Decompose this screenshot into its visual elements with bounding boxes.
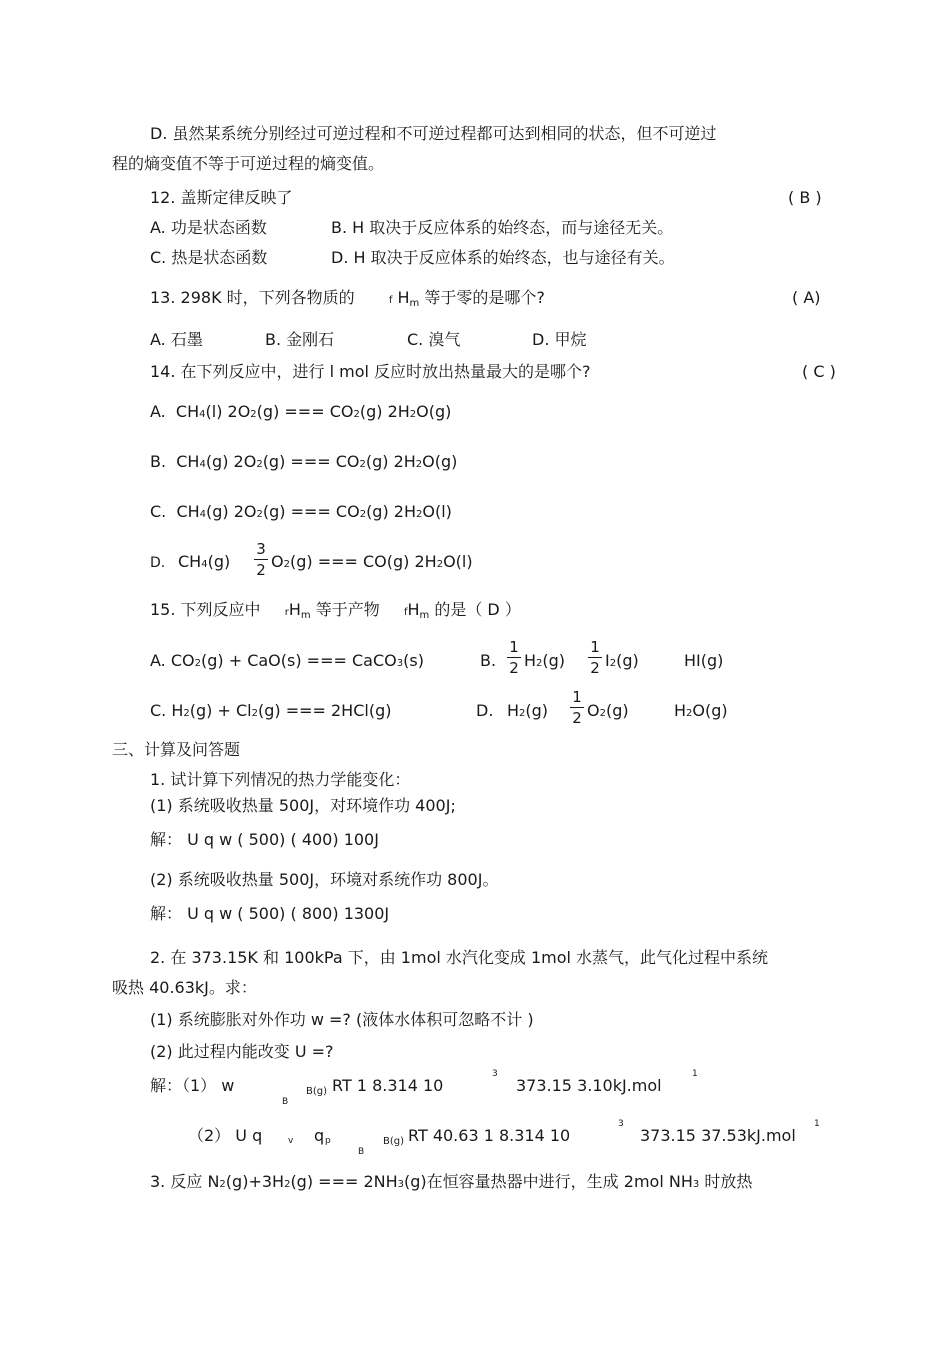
q12-option-a: A. 功是状态函数 bbox=[150, 218, 267, 237]
q14-option-d-label: D. bbox=[150, 555, 166, 571]
q13-answer: ( A) bbox=[792, 288, 821, 307]
q15-b-fraction-2: 1 2 bbox=[588, 638, 602, 677]
problem2-solution1-exp2: 1 bbox=[692, 1069, 698, 1079]
q14-answer: ( C ) bbox=[802, 362, 836, 381]
problem2-solution1-start: 解：（1） w bbox=[150, 1076, 235, 1095]
problem2-question2: (2) 此过程内能改变 U =? bbox=[150, 1042, 334, 1061]
q14-option-c: C. CH4(g) 2O2(g) === CO2(g) 2H2O(l) bbox=[150, 502, 452, 521]
problem2-solution1-bg: B(g) bbox=[306, 1086, 328, 1097]
problem2-solution2-p: p bbox=[325, 1136, 331, 1146]
q15-option-b-i2: I2(g) bbox=[605, 651, 639, 670]
q15-stem: 15. 下列反应中 rHm 等于产物 fHm 的是（ D ） bbox=[150, 600, 521, 621]
problem2-solution1-mid: RT 1 8.314 10 bbox=[332, 1076, 444, 1095]
q15-option-a: A. CO2(g) + CaO(s) === CaCO3(s) bbox=[150, 651, 424, 670]
q15-option-d-h2: H2(g) bbox=[507, 701, 549, 720]
q15-option-b-h2: H2(g) bbox=[524, 651, 566, 670]
q14-option-b: B. CH4(g) 2O2(g) === CO2(g) 2H2O(g) bbox=[150, 452, 458, 471]
problem2-solution2-q: q bbox=[314, 1126, 325, 1145]
problem1-part1-solution: 解： U q w ( 500) ( 400) 100J bbox=[150, 830, 379, 849]
q14-option-d-rest: O2(g) === CO(g) 2H2O(l) bbox=[271, 552, 473, 571]
problem2-solution2-exp2: 1 bbox=[814, 1119, 820, 1129]
q13-option-c: C. 溴气 bbox=[407, 330, 461, 349]
problem2-solution2-exp: 3 bbox=[618, 1119, 624, 1129]
problem2-line2: 吸热 40.63kJ。求： bbox=[112, 978, 257, 997]
problem1-part2: (2) 系统吸收热量 500J，环境对系统作功 800J。 bbox=[150, 870, 499, 889]
q15-d-fraction: 1 2 bbox=[570, 688, 584, 727]
q15-option-b-product: HI(g) bbox=[684, 651, 724, 670]
problem2-solution1-end: 373.15 3.10kJ.mol bbox=[516, 1076, 662, 1095]
q12-stem: 12. 盖斯定律反映了 bbox=[150, 188, 293, 207]
q12-option-c: C. 热是状态函数 bbox=[150, 248, 268, 267]
q13-option-a: A. 石墨 bbox=[150, 330, 203, 349]
q15-option-d-label: D. bbox=[476, 701, 494, 720]
problem2-solution2-mid: RT 40.63 1 8.314 10 bbox=[408, 1126, 571, 1145]
q14-option-a: A. CH4(l) 2O2(g) === CO2(g) 2H2O(g) bbox=[150, 402, 452, 421]
problem3-line1: 3. 反应 N2(g)+3H2(g) === 2NH3(g)在恒容量热器中进行，生成 2mol NH3 时放热 bbox=[150, 1172, 753, 1191]
problem2-question1: (1) 系统膨胀对外作功 w =? (液体水体积可忽略不计 ) bbox=[150, 1010, 534, 1029]
problem1-part2-solution: 解： U q w ( 500) ( 800) 1300J bbox=[150, 904, 390, 923]
problem1-part1: (1) 系统吸收热量 500J，对环境作功 400J; bbox=[150, 796, 456, 815]
q14-option-d-reactant: CH4(g) bbox=[178, 552, 231, 571]
problem2-solution2-bg: B(g) bbox=[383, 1136, 405, 1147]
problem1-stem: 1. 试计算下列情况的热力学能变化： bbox=[150, 770, 411, 789]
q15-option-d-product: H2O(g) bbox=[674, 701, 728, 720]
problem2-solution2-v: v bbox=[288, 1136, 294, 1146]
problem2-solution1-exp: 3 bbox=[492, 1069, 498, 1079]
q15-option-d-o2: O2(g) bbox=[587, 701, 629, 720]
q15-option-b-label: B. bbox=[480, 651, 497, 670]
problem2-solution2-end: 373.15 37.53kJ.mol bbox=[640, 1126, 796, 1145]
q12-answer: ( B ) bbox=[788, 188, 822, 207]
problem2-line1: 2. 在 373.15K 和 100kPa 下，由 1mol 水汽化变成 1mol 水蒸气，此气化过程中系统 bbox=[150, 948, 769, 967]
q14-d-fraction: 3 2 bbox=[254, 540, 268, 579]
q12-option-b: B. H 取决于反应体系的始终态，而与途径无关。 bbox=[331, 218, 674, 237]
q15-option-c: C. H2(g) + Cl2(g) === 2HCl(g) bbox=[150, 701, 392, 720]
problem2-solution1-sum-index: B bbox=[282, 1097, 289, 1107]
q14-stem: 14. 在下列反应中，进行 l mol 反应时放出热量最大的是哪个? bbox=[150, 362, 591, 381]
problem2-solution2-sum-index: B bbox=[358, 1147, 365, 1157]
q12-option-d: D. H 取决于反应体系的始终态，也与途径有关。 bbox=[331, 248, 675, 267]
q11-option-d-line2: 程的熵变值不等于可逆过程的熵变值。 bbox=[112, 154, 385, 173]
q13-stem: 13. 298K 时，下列各物质的 f Hm 等于零的是哪个? bbox=[150, 288, 545, 309]
q15-b-fraction-1: 1 2 bbox=[507, 638, 521, 677]
q13-option-d: D. 甲烷 bbox=[532, 330, 587, 349]
q13-option-b: B. 金刚石 bbox=[265, 330, 335, 349]
q11-option-d-line1: D. 虽然某系统分别经过可逆过程和不可逆过程都可达到相同的状态，但不可逆过 bbox=[150, 124, 717, 143]
problem2-solution2-start: （2） U q bbox=[188, 1126, 263, 1145]
section-title: 三、计算及问答题 bbox=[112, 740, 241, 759]
